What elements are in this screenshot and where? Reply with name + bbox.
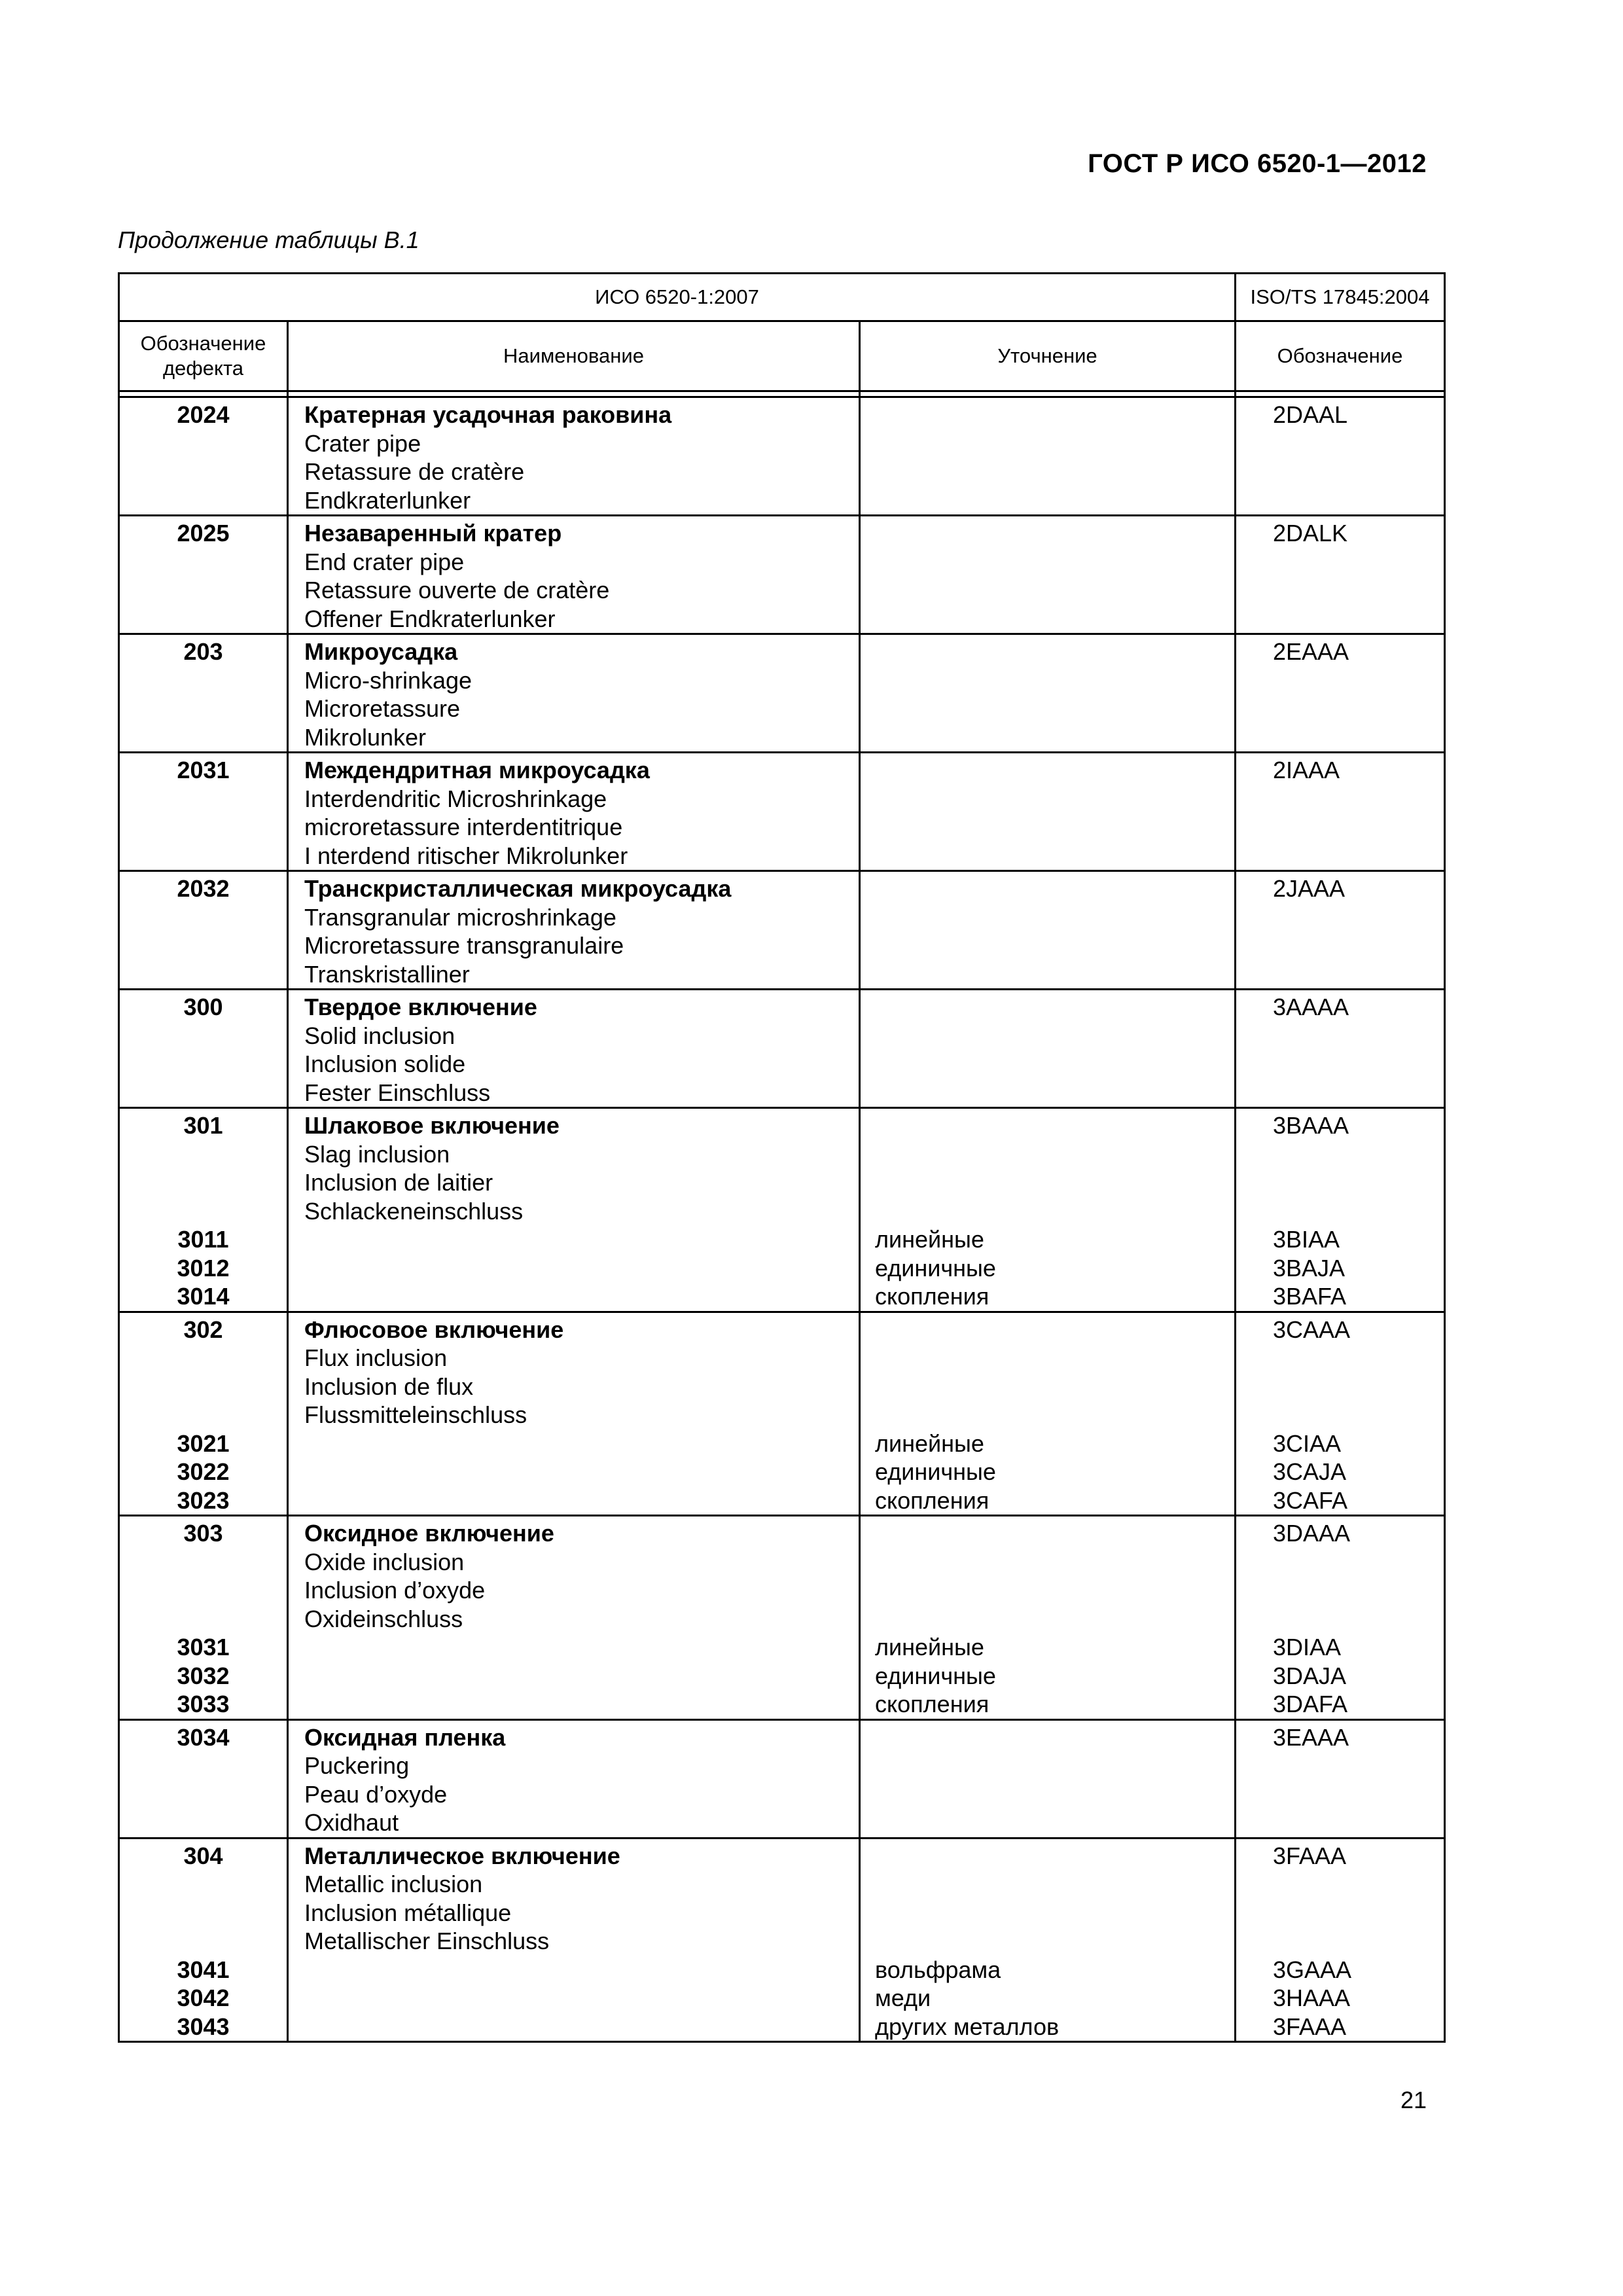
designation-cell-line: 2DAAL [1273,401,1348,428]
column-header-code-line2: дефекта [162,357,244,380]
defect-code-cell-line: 300 [183,994,223,1020]
specification-cell-line: скопления [875,1283,990,1310]
designation-cell-line: 3FAAA [1273,2013,1347,2040]
table-row [119,990,1445,1108]
designation-cell-line [1273,1140,1437,1169]
specification-cell-line [875,1899,1228,1928]
table-row [119,1516,1445,1720]
defect-name-cell [288,1312,860,1516]
specification-cell [860,1719,1236,1838]
designation-cell-line: 3GAAA [1273,1956,1352,1983]
designation-cell-line [1273,429,1437,458]
defect-code-cell-line [120,1344,287,1372]
specification-cell-line: единичные [875,1662,996,1689]
defect-name-cell-line: Flussmitteleinschluss [304,1401,527,1428]
group-header-ts: ISO/TS 17845:2004 [1236,274,1445,321]
defect-code-cell-line: 3042 [177,1984,230,2011]
designation-cell-line: 2JAAA [1273,875,1346,902]
defect-code-cell-line [120,1927,287,1956]
designation-cell-line [1273,1605,1437,1634]
specification-cell-line [875,548,1228,577]
designation-cell [1236,871,1445,990]
designation-cell-line: 3FAAA [1273,1842,1347,1869]
defect-name-cell-line [304,1662,852,1691]
defect-code-cell-line [120,1751,287,1780]
table-row [119,516,1445,634]
specification-cell-line [875,1870,1228,1899]
defect-name-cell-line [304,1486,852,1515]
designation-cell-line [1273,1576,1437,1605]
designation-cell-line [1273,666,1437,695]
specification-cell-line [875,576,1228,605]
specification-cell-line [875,1197,1228,1226]
specification-cell-line [875,519,1228,548]
defect-code-cell-line: 3034 [177,1723,230,1751]
specification-cell-line [875,874,1228,903]
designation-cell-line [1273,1899,1437,1928]
specification-cell-line: линейные [875,1429,984,1457]
designation-cell-line [1273,1022,1437,1050]
specification-cell-line: линейные [875,1226,984,1253]
designation-cell-line [1273,1780,1437,1809]
defect-code-cell-line: 3031 [177,1634,230,1660]
designation-cell [1236,1516,1445,1720]
designation-cell-line [1273,785,1437,814]
defect-name-cell-line: Mikrolunker [304,723,427,751]
defect-code-cell-line: 3032 [177,1662,230,1689]
designation-cell-line [1273,931,1437,960]
specification-cell-line [875,457,1228,486]
designation-cell-line [1273,1870,1437,1899]
defect-name-cell-line: Peau d’oxyde [304,1780,448,1808]
designation-cell-line [1273,694,1437,723]
designation-cell-line [1273,1168,1437,1197]
defect-code-cell-line: 3041 [177,1956,230,1983]
designation-cell-line: 2DALK [1273,520,1348,547]
designation-cell-line: 3EAAA [1273,1723,1349,1751]
defect-code-cell-line [120,694,287,723]
table-row [119,871,1445,990]
specification-cell-line [875,429,1228,458]
column-header-name: Наименование [288,321,860,391]
defect-code-cell-line [120,785,287,814]
defect-name-cell-line: Oxide inclusion [304,1548,465,1575]
defect-name-cell-line: Транскристаллическая микроусадка [304,875,732,902]
defect-name-cell-line [304,1282,852,1311]
specification-cell-line [875,1372,1228,1401]
specification-cell-line [875,1576,1228,1605]
designation-cell-line [1273,1344,1437,1372]
defect-code-cell-line [120,1548,287,1577]
defect-name-cell-line [304,1690,852,1719]
defect-code-cell-line [120,576,287,605]
designation-cell-line [1273,903,1437,932]
defect-code-cell-line: 304 [183,1842,223,1869]
defect-code-cell [119,1312,288,1516]
specification-cell-line [875,637,1228,666]
defect-name-cell-line: Transgranular microshrinkage [304,903,616,931]
defect-code-cell [119,634,288,753]
designation-cell-line [1273,723,1437,752]
designation-cell-line: 3BAAA [1273,1112,1349,1139]
specification-cell [860,990,1236,1108]
defect-name-cell-line: Незаваренный кратер [304,520,562,547]
specification-cell [860,1108,1236,1312]
defect-code-cell-line [120,813,287,842]
defect-code-cell-line [120,842,287,870]
specification-cell-line: вольфрама [875,1956,1001,1983]
designation-cell-line [1273,1079,1437,1107]
defect-code-cell-line [120,1197,287,1226]
defect-code-cell-line: 3012 [177,1254,230,1282]
defect-name-cell-line: Inclusion de flux [304,1372,474,1400]
designation-cell-line: 3DAFA [1273,1691,1348,1717]
table-row [119,1312,1445,1516]
specification-cell-line [875,1927,1228,1956]
defect-code-cell-line: 2025 [177,520,230,547]
header-separator [119,391,1445,397]
specification-cell-line: единичные [875,1458,996,1485]
designation-cell [1236,753,1445,871]
specification-cell-line: скопления [875,1691,990,1717]
defect-code-cell-line [120,960,287,989]
specification-cell-line: скопления [875,1486,990,1514]
defect-name-cell-line: Inclusion solide [304,1050,466,1077]
designation-cell-line [1273,548,1437,577]
defect-code-cell-line: 3023 [177,1486,230,1514]
specification-cell-line [875,1316,1228,1344]
defect-name-cell-line [304,1254,852,1283]
specification-cell-line [875,694,1228,723]
specification-cell-line [875,842,1228,870]
defect-name-cell [288,990,860,1108]
specification-cell-line [875,1842,1228,1871]
table-body [119,397,1445,2042]
defect-name-cell-line [304,1984,852,2013]
designation-cell-line: 3DAJA [1273,1662,1347,1689]
specification-cell [860,397,1236,516]
specification-cell-line [875,1111,1228,1140]
designation-cell-line: 3DIAA [1273,1634,1342,1660]
defect-name-cell-line: Puckering [304,1752,410,1779]
defect-code-cell [119,397,288,516]
specification-cell-line [875,1168,1228,1197]
specification-cell-line [875,1401,1228,1429]
defect-name-cell [288,1108,860,1312]
defect-name-cell-line [304,2013,852,2041]
defect-code-cell-line [120,1808,287,1837]
defect-code-cell-line [120,1780,287,1809]
defect-name-cell-line: Retassure ouverte de cratère [304,577,610,603]
designation-cell-line: 3HAAA [1273,1984,1351,2011]
defect-code-cell [119,871,288,990]
designation-cell-line: 3DAAA [1273,1520,1351,1547]
specification-cell-line [875,666,1228,695]
specification-cell-line: линейные [875,1634,984,1660]
designation-cell [1236,516,1445,634]
defect-name-cell [288,1516,860,1720]
standard-title: ГОСТ Р ИСО 6520-1—2012 [1088,149,1427,178]
defect-code-cell-line [120,548,287,577]
specification-cell [860,634,1236,753]
specification-cell [860,871,1236,990]
specification-cell-line [875,903,1228,932]
defect-code-cell-line [120,1140,287,1169]
designation-cell-line: 3CAAA [1273,1316,1351,1343]
defect-code-cell-line [120,1079,287,1107]
specification-cell-line [875,1548,1228,1577]
defect-name-cell-line: I nterdend ritischer Mikrolunker [304,842,628,869]
designation-cell-line [1273,1372,1437,1401]
defect-code-cell-line [120,457,287,486]
defect-name-cell-line: Inclusion métallique [304,1899,512,1926]
group-header-iso: ИСО 6520-1:2007 [119,274,1236,321]
specification-cell-line [875,960,1228,989]
defect-name-cell-line: Metallischer Einschluss [304,1928,550,1954]
designation-cell [1236,990,1445,1108]
designation-cell-line [1273,1927,1437,1956]
specification-cell-line [875,993,1228,1022]
specification-cell-line [875,401,1228,429]
defect-name-cell-line: Retassure de cratère [304,458,525,485]
defect-name-cell-line: Шлаковое включение [304,1112,560,1139]
designation-cell [1236,397,1445,516]
page-number: 21 [1400,2087,1427,2113]
specification-cell [860,1312,1236,1516]
defect-name-cell-line: Metallic inclusion [304,1871,483,1897]
defect-code-cell-line: 302 [183,1316,223,1343]
designation-cell-line [1273,1050,1437,1079]
defect-code-cell-line [120,486,287,515]
specification-cell-line [875,1344,1228,1372]
specification-cell-line [875,1780,1228,1809]
defect-code-cell-line [120,723,287,752]
defect-code-cell-line [120,605,287,634]
designation-cell [1236,1108,1445,1312]
specification-cell-line [875,785,1228,814]
defect-name-cell-line: microretassure interdentitrique [304,814,623,840]
defect-name-cell-line: Металлическое включение [304,1842,620,1869]
defect-name-cell-line: Оксидное включение [304,1520,554,1547]
specification-cell-line [875,1022,1228,1050]
defects-table [118,272,1446,2043]
defect-code-cell-line: 3043 [177,2013,230,2040]
column-header-code-line1: Обозначение [140,332,266,355]
defect-name-cell [288,1719,860,1838]
defect-code-cell [119,1719,288,1838]
designation-cell-line: 3BAJA [1273,1254,1346,1282]
designation-cell-line [1273,842,1437,870]
defect-code-cell-line [120,1022,287,1050]
specification-cell-line [875,756,1228,785]
defect-name-cell-line: Inclusion de laitier [304,1169,493,1196]
designation-cell-line: 2EAAA [1273,638,1349,665]
specification-cell-line: единичные [875,1254,996,1282]
defect-code-cell [119,516,288,634]
specification-cell-line [875,1605,1228,1634]
defect-name-cell-line: Endkraterlunker [304,486,471,514]
defect-name-cell-line: Flux inclusion [304,1344,448,1371]
specification-cell-line [875,1808,1228,1837]
table-row [119,1719,1445,1838]
group-header-row [119,274,1445,321]
defect-code-cell-line: 3021 [177,1429,230,1457]
defect-name-cell [288,753,860,871]
column-header-specification: Уточнение [860,321,1236,391]
designation-cell-line: 3CAJA [1273,1458,1347,1485]
defect-name-cell [288,634,860,753]
specification-cell [860,516,1236,634]
designation-cell-line: 3AAAA [1273,994,1349,1020]
designation-cell-line [1273,960,1437,989]
defect-name-cell-line: Твердое включение [304,994,537,1020]
designation-cell [1236,1838,1445,2042]
designation-cell [1236,1719,1445,1838]
defect-name-cell-line [304,1956,852,1984]
defect-code-cell-line [120,1605,287,1634]
defect-code-cell [119,1516,288,1720]
defect-name-cell-line: Microretassure [304,695,461,722]
defect-code-cell-line [120,1050,287,1079]
defect-name-cell-line: Crater pipe [304,429,421,457]
specification-cell [860,1838,1236,2042]
defect-code-cell-line [120,1899,287,1928]
specification-cell-line [875,1079,1228,1107]
defect-name-cell-line [304,1225,852,1254]
defect-name-cell-line: Флюсовое включение [304,1316,564,1343]
table-row [119,753,1445,871]
defect-code-cell-line: 3022 [177,1458,230,1485]
defect-code-cell-line [120,1372,287,1401]
defect-name-cell-line: Interdendritic Microshrinkage [304,785,607,812]
specification-cell-line: других металлов [875,2013,1060,2040]
defect-code-cell-line [120,1401,287,1429]
defect-name-cell-line: Offener Endkraterlunker [304,605,556,632]
defect-name-cell-line [304,1633,852,1662]
table-row [119,1108,1445,1312]
designation-cell-line: 3CAFA [1273,1486,1348,1514]
specification-cell-line [875,723,1228,752]
specification-cell-line [875,931,1228,960]
designation-cell-line [1273,605,1437,634]
designation-cell-line [1273,1401,1437,1429]
designation-cell-line: 3CIAA [1273,1429,1342,1457]
specification-cell-line [875,1751,1228,1780]
table-row [119,1838,1445,2042]
defect-name-cell-line: Slag inclusion [304,1140,450,1168]
defect-name-cell-line: Schlackeneinschluss [304,1197,524,1225]
defect-code-cell-line: 3014 [177,1283,230,1310]
designation-cell-line [1273,576,1437,605]
designation-cell-line [1273,1808,1437,1837]
defect-name-cell-line: End crater pipe [304,548,465,575]
specification-cell-line [875,605,1228,634]
table-row [119,397,1445,516]
defect-name-cell [288,397,860,516]
designation-cell [1236,634,1445,753]
defect-code-cell-line [120,931,287,960]
defect-name-cell-line [304,1429,852,1458]
defect-code-cell [119,990,288,1108]
designation-cell-line: 3BIAA [1273,1226,1340,1253]
table-row [119,634,1445,753]
defect-code-cell-line [120,1576,287,1605]
specification-cell [860,753,1236,871]
defect-name-cell-line: Inclusion d’oxyde [304,1577,486,1604]
defect-name-cell [288,1838,860,2042]
defect-name-cell-line [304,1458,852,1486]
specification-cell-line [875,813,1228,842]
defect-name-cell-line: Fester Einschluss [304,1079,491,1106]
specification-cell-line [875,1140,1228,1169]
defect-code-cell-line: 2032 [177,875,230,902]
defect-name-cell-line: Микроусадка [304,638,458,665]
designation-cell-line [1273,1751,1437,1780]
column-header-row [119,321,1445,391]
defect-code-cell [119,1108,288,1312]
defect-code-cell-line [120,1168,287,1197]
designation-cell-line [1273,457,1437,486]
defect-name-cell [288,516,860,634]
designation-cell-line: 3BAFA [1273,1283,1347,1310]
defect-code-cell-line: 203 [183,638,223,665]
designation-cell-line: 2IAAA [1273,757,1340,783]
defect-code-cell [119,753,288,871]
designation-cell-line [1273,1548,1437,1577]
defect-name-cell-line: Micro-shrinkage [304,666,473,694]
specification-cell-line: меди [875,1984,931,2011]
defect-name-cell-line: Оксидная пленка [304,1723,506,1751]
defect-code-cell-line [120,666,287,695]
defect-code-cell-line: 3011 [177,1226,229,1253]
defect-code-cell-line: 2024 [177,401,230,428]
designation-cell-line [1273,1197,1437,1226]
designation-cell-line [1273,813,1437,842]
defect-code-cell-line: 303 [183,1520,223,1547]
designation-cell [1236,1312,1445,1516]
defect-code-cell-line [120,1870,287,1899]
column-header-designation: Обозначение [1236,321,1445,391]
defect-name-cell-line: Кратерная усадочная раковина [304,401,672,428]
defect-name-cell-line: Solid inclusion [304,1022,455,1049]
table-continuation-caption: Продолжение таблицы В.1 [118,226,419,253]
specification-cell [860,1516,1236,1720]
defect-name-cell [288,871,860,990]
column-header-code [119,321,288,391]
specification-cell-line [875,486,1228,515]
defect-code-cell-line: 301 [183,1112,223,1139]
defect-name-cell-line: Oxidhaut [304,1809,399,1836]
specification-cell-line [875,1519,1228,1548]
defect-code-cell-line [120,429,287,458]
defect-code-cell-line: 3033 [177,1691,230,1717]
defect-name-cell-line: Microretassure transgranulaire [304,932,624,959]
defect-code-cell-line [120,903,287,932]
defect-code-cell [119,1838,288,2042]
defect-name-cell-line: Oxideinschluss [304,1605,463,1632]
defect-name-cell-line: Междендритная микроусадка [304,757,650,783]
specification-cell-line [875,1050,1228,1079]
defect-name-cell-line: Transkristalliner [304,960,470,988]
designation-cell-line [1273,486,1437,515]
specification-cell-line [875,1723,1228,1752]
defect-code-cell-line: 2031 [177,757,230,783]
